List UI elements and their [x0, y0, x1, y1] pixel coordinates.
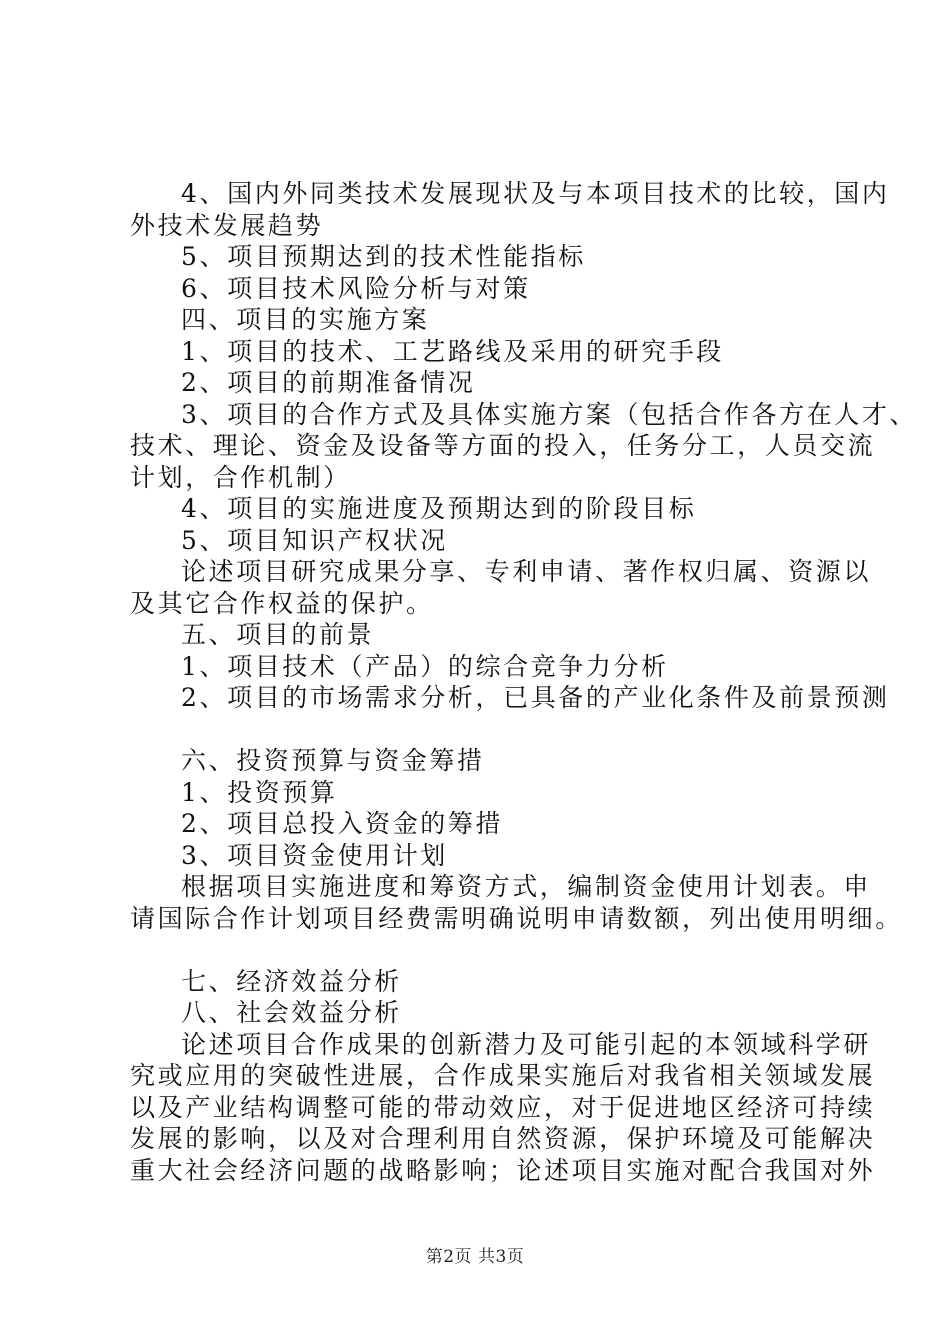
blank-line	[130, 714, 830, 746]
paragraph-line: 论述项目研究成果分享、专利申请、著作权归属、资源以	[181, 557, 872, 586]
paragraph-line: 究或应用的突破性进展，合作成果实施后对我省相关领域发展	[130, 1061, 876, 1090]
paragraph-line: 2、项目的前期准备情况	[181, 368, 476, 397]
paragraph-line: 1、项目的技术、工艺路线及采用的研究手段	[181, 336, 724, 366]
paragraph-line: 技术、理论、资金及设备等方面的投入，任务分工，人员交流	[130, 431, 876, 460]
paragraph-line: 4、项目的实施进度及预期达到的阶段目标	[181, 494, 697, 523]
section-heading: 四、项目的实施方案	[181, 305, 430, 334]
paragraph-line: 及其它合作权益的保护。	[130, 588, 434, 618]
paragraph-line: 5、项目知识产权状况	[181, 525, 448, 555]
paragraph-line: 计划，合作机制）	[130, 462, 351, 492]
paragraph-line: 论述项目合作成果的创新潜力及可能引起的本领域科学研	[181, 1029, 872, 1059]
paragraph-line: 6、项目技术风险分析与对策	[181, 273, 531, 303]
paragraph-line: 2、项目的市场需求分析，已具备的产业化条件及前景预测	[181, 683, 890, 712]
paragraph-line: 以及产业结构调整可能的带动效应，对于促进地区经济可持续	[130, 1092, 876, 1122]
paragraph-line: 1、项目技术（产品）的综合竞争力分析	[181, 651, 669, 681]
section-heading: 五、项目的前景	[181, 620, 375, 649]
paragraph-line: 5、项目预期达到的技术性能指标	[181, 242, 586, 271]
document-body	[130, 178, 918, 1186]
paragraph-line: 重大社会经济问题的战略影响；论述项目实施对配合我国对外	[130, 1155, 876, 1185]
paragraph-line: 请国际合作计划项目经费需明确说明申请数额，列出使用明细。	[130, 903, 903, 933]
blank-line	[130, 934, 830, 966]
section-heading: 八、社会效益分析	[181, 998, 402, 1027]
section-heading: 七、经济效益分析	[181, 966, 402, 996]
paragraph-line: 1、投资预算	[181, 777, 338, 807]
paragraph-line: 3、项目的合作方式及具体实施方案（包括合作各方在人才、	[181, 399, 918, 429]
paragraph-line: 外技术发展趋势	[130, 210, 324, 240]
paragraph-line: 2、项目总投入资金的筹措	[181, 809, 504, 838]
paragraph-line: 4、国内外同类技术发展现状及与本项目技术的比较，国内	[181, 179, 890, 208]
paragraph-line: 3、项目资金使用计划	[181, 840, 448, 870]
section-heading: 六、投资预算与资金筹措	[181, 746, 485, 775]
paragraph-line: 根据项目实施进度和筹资方式，编制资金使用计划表。申	[181, 872, 872, 901]
paragraph-line: 发展的影响，以及对合理利用自然资源，保护环境及可能解决	[130, 1124, 876, 1153]
page-number-footer: 第2页 共3页	[425, 1247, 525, 1267]
